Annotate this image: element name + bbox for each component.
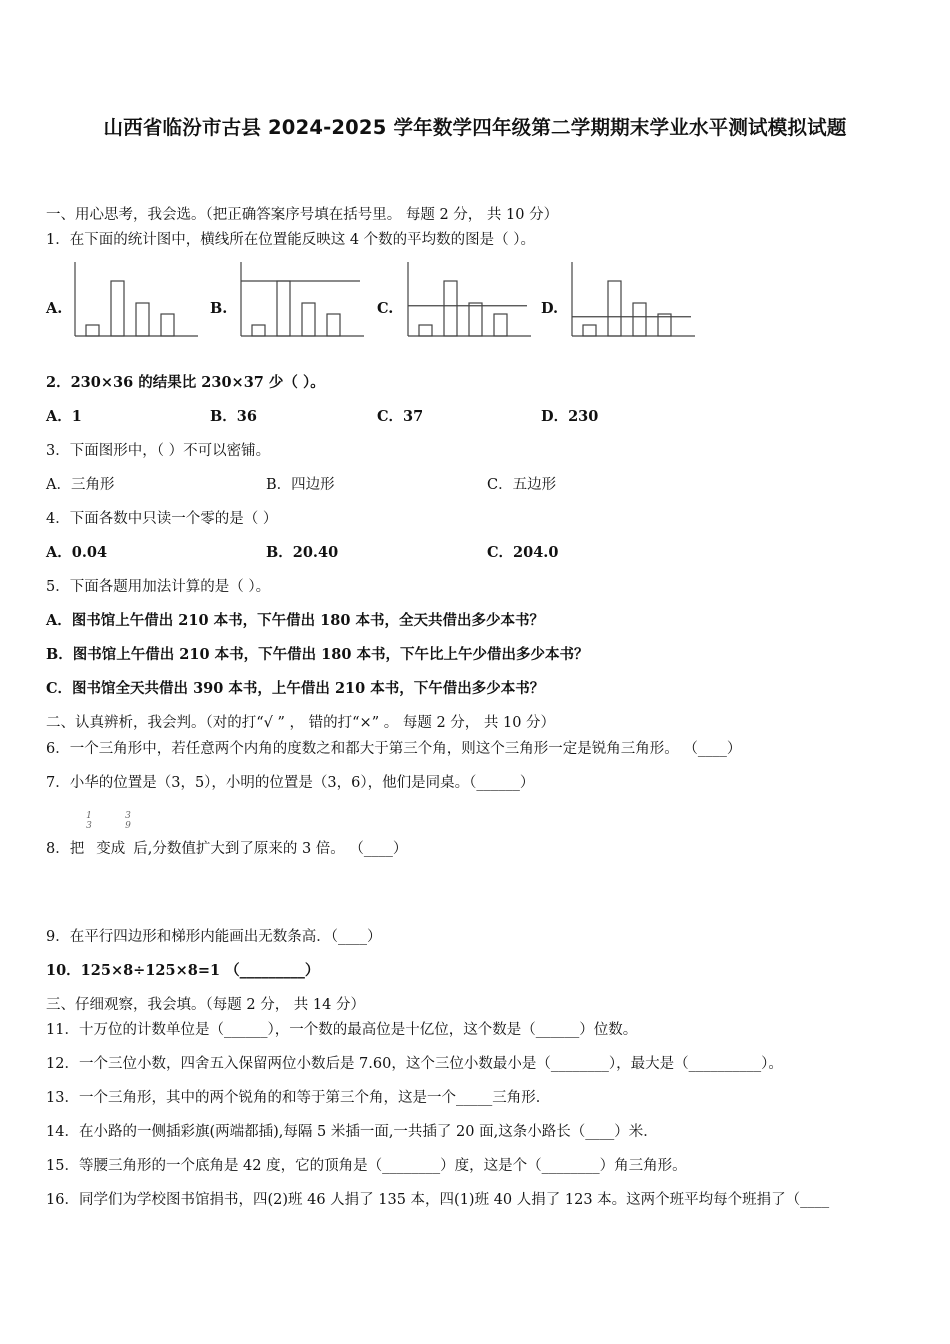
q4-option-b: B．20.40	[266, 544, 339, 561]
q8-middle: 变成	[96, 841, 126, 857]
q5-option-c: C．图书馆全天共借出 390 本书，上午借出 210 本书，下午借出多少本书？	[46, 680, 545, 697]
chart-d-svg	[569, 262, 699, 340]
chart-a-bar-1	[86, 325, 99, 336]
question-14: 14．在小路的一侧插彩旗(两端都插),每隔 5 米插一面,一共插了 20 面,这条小路长（____）米．	[46, 1124, 658, 1140]
chart-d-bar-3	[633, 303, 646, 336]
question-7: 7．小华的位置是（3，5），小明的位置是（3，6），他们是同桌。（______）	[46, 775, 535, 791]
question-6: 6．一个三角形中，若任意两个内角的度数之和都大于第三个角，则这个三角形一定是锐角三角形。 （____）	[46, 741, 742, 757]
question-9: 9．在平行四边形和梯形内能画出无数条高．（____）	[46, 929, 382, 945]
question-11: 11．十万位的计数单位是（______），一个数的最高位是十亿位，这个数是（______）位数。	[46, 1022, 638, 1038]
chart-a-bar-3	[136, 303, 149, 336]
fraction-1-numerator: 1	[86, 811, 92, 821]
chart-c-bar-3	[469, 303, 482, 336]
question-3: 3．下面图形中，（ ）不可以密铺。	[46, 443, 271, 459]
question-8	[46, 837, 407, 858]
q3-option-c: C．五边形	[487, 477, 557, 493]
q1-option-a: A.	[46, 300, 63, 317]
fraction-2-numerator: 3	[125, 811, 131, 821]
fraction-three-ninths	[122, 811, 134, 831]
q3-option-a: A．三角形	[46, 477, 115, 493]
question-1: 1．在下面的统计图中，横线所在位置能反映这 4 个数的平均数的图是（ ）。	[46, 232, 536, 248]
page-title: 山西省临汾市古县 2024-2025 学年数学四年级第二学期期末学业水平测试模拟试题	[103, 116, 847, 139]
chart-d-bar-1	[583, 325, 596, 336]
q3-option-b: B．四边形	[266, 477, 335, 493]
fraction-1-denominator: 3	[86, 821, 92, 831]
section-3-heading: 三、仔细观察，我会填。（每题 2 分， 共 14 分）	[46, 997, 365, 1013]
chart-d-bar-2	[608, 281, 621, 336]
q1-chart-b	[238, 262, 368, 340]
chart-c-bar-1	[419, 325, 432, 336]
q5-option-b: B．图书馆上午借出 210 本书，下午借出 180 本书，下午比上午少借出多少本书？	[46, 646, 589, 663]
chart-b-bar-2	[277, 281, 290, 336]
q1-chart-a	[72, 262, 202, 340]
chart-b-bar-4	[327, 314, 340, 336]
chart-c-svg	[405, 262, 535, 340]
q1-chart-c	[405, 262, 535, 340]
q1-chart-d	[569, 262, 699, 340]
section-1-heading: 一、用心思考，我会选。（把正确答案序号填在括号里。 每题 2 分， 共 10 分）	[46, 207, 559, 223]
chart-c-bar-2	[444, 281, 457, 336]
question-2: 2．230×36 的结果比 230×37 少（ ）。	[46, 374, 325, 391]
q1-option-d: D.	[541, 300, 559, 317]
fraction-one-third	[83, 811, 95, 831]
chart-a-bar-2	[111, 281, 124, 336]
q4-option-a: A．0.04	[46, 544, 108, 561]
chart-c-bar-4	[494, 314, 507, 336]
question-5: 5．下面各题用加法计算的是（ ）。	[46, 579, 271, 595]
q2-option-a: A．1	[46, 408, 82, 425]
chart-b-svg	[238, 262, 368, 340]
q2-option-d: D．230	[541, 408, 599, 425]
question-15: 15．等腰三角形的一个底角是 42 度，它的顶角是（________）度，这是个（________）角三角形。	[46, 1158, 687, 1174]
q2-option-b: B．36	[210, 408, 257, 425]
chart-a-svg	[72, 262, 202, 340]
chart-b-bar-3	[302, 303, 315, 336]
q5-option-a: A．图书馆上午借出 210 本书，下午借出 180 本书，全天共借出多少本书？	[46, 612, 544, 629]
q2-option-c: C．37	[377, 408, 424, 425]
q1-option-b: B.	[210, 300, 228, 317]
chart-b-bar-1	[252, 325, 265, 336]
q1-option-c: C.	[377, 300, 394, 317]
question-10: 10．125×8÷125×8=1 （_________）	[46, 962, 320, 979]
question-4: 4．下面各数中只读一个零的是（ ）	[46, 511, 278, 527]
q8-suffix: 后,分数值扩大到了原来的 3 倍。 （____）	[133, 841, 408, 857]
section-2-heading: 二、认真辨析，我会判。（对的打“√ ” ， 错的打“×” 。 每题 2 分， 共 10 分）	[46, 715, 556, 731]
question-12: 12．一个三位小数，四舍五入保留两位小数后是 7.60，这个三位小数最小是（________），最大是（__________）。	[46, 1056, 783, 1072]
question-16: 16．同学们为学校图书馆捐书，四(2)班 46 人捐了 135 本，四(1)班 40 人捐了 123 本。这两个班平均每个班捐了（____	[46, 1192, 830, 1208]
fraction-2-denominator: 9	[125, 821, 131, 831]
chart-a-bar-4	[161, 314, 174, 336]
q8-prefix: 8．把	[46, 841, 85, 857]
q4-option-c: C．204.0	[487, 544, 559, 561]
question-13: 13．一个三角形，其中的两个锐角的和等于第三个角，这是一个_____三角形．	[46, 1090, 551, 1106]
